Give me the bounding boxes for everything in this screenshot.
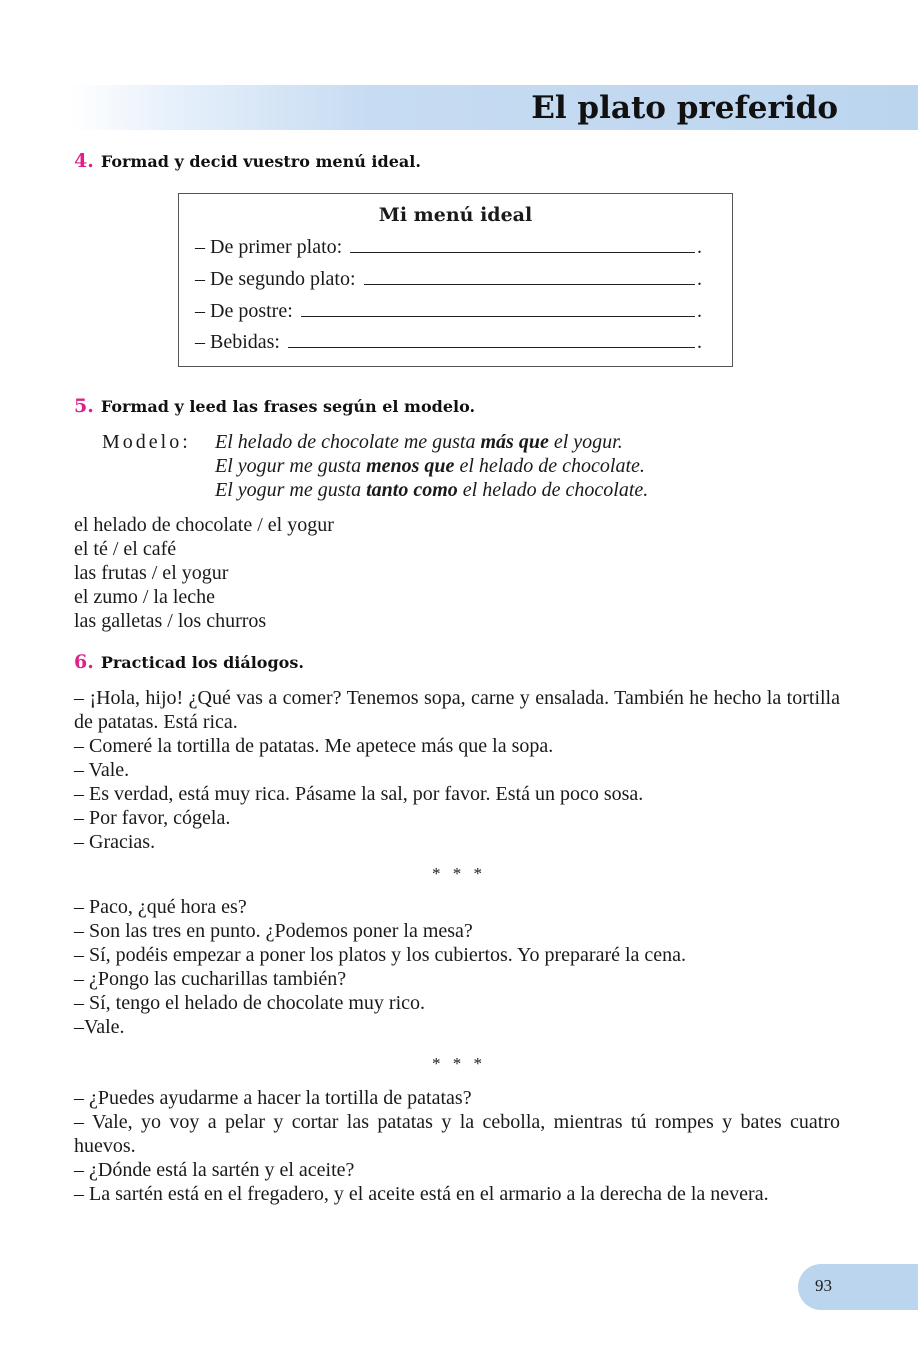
model-sentence xyxy=(215,454,815,478)
dialogue-line: – Vale. xyxy=(74,759,130,781)
exercise-instruction: Formad y leed las frases según el modelo. xyxy=(100,397,476,416)
menu-line-label: – De postre: xyxy=(195,300,293,322)
exercise-number: 5. xyxy=(74,395,94,417)
comparative-phrase: más que xyxy=(480,431,549,453)
fill-blank[interactable] xyxy=(288,329,695,348)
dialogue-line: – ¡Hola, hijo! ¿Qué vas a comer? Tenemos sopa, carne y ensalada. También he hecho la tortilla de patatas. Está rica. xyxy=(74,687,840,733)
dialogue-line: – Son las tres en punto. ¿Podemos poner la mesa? xyxy=(74,920,473,942)
sentence-text: el helado de chocolate. xyxy=(457,479,649,501)
menu-title: Mi menú ideal xyxy=(378,204,533,226)
menu-line-label: – Bebidas: xyxy=(195,331,280,353)
sentence-text: el yogur. xyxy=(548,431,623,453)
page-number: 93 xyxy=(815,1276,832,1295)
dialogue-line: – Gracias. xyxy=(74,831,156,853)
pair-item: el helado de chocolate / el yogur xyxy=(74,514,334,536)
exercise-instruction: Practicad los diálogos. xyxy=(100,653,304,672)
menu-line-second-course: – De segundo plato: . xyxy=(195,268,702,290)
menu-line-first-course: – De primer plato: . xyxy=(195,236,702,258)
dialogue-line: – Comeré la tortilla de patatas. Me apetece más que la sopa. xyxy=(74,735,554,757)
dialogue-3 xyxy=(74,1086,840,1206)
sentence-text: El yogur me gusta xyxy=(215,479,367,501)
exercise-6-heading xyxy=(74,651,304,673)
model-sentence xyxy=(215,478,815,502)
exercise-4-heading xyxy=(74,150,421,172)
sentence-text: El helado de chocolate me gusta xyxy=(215,431,481,453)
pair-item: las frutas / el yogur xyxy=(74,562,229,584)
dialogue-line: – Por favor, cógela. xyxy=(74,807,231,829)
page-title: El plato preferido xyxy=(531,90,838,126)
sentence-text: El yogur me gusta xyxy=(215,455,367,477)
menu-line-label: – De primer plato: xyxy=(195,236,343,258)
exercise-number: 4. xyxy=(74,150,94,172)
menu-line-label: – De segundo plato: xyxy=(195,268,356,290)
fill-blank[interactable] xyxy=(364,266,695,285)
pair-item: el zumo / la leche xyxy=(74,586,216,608)
dialogue-line: – Sí, tengo el helado de chocolate muy rico. xyxy=(74,992,426,1014)
dialogue-line: –Vale. xyxy=(74,1016,125,1038)
dialogue-separator: * * * xyxy=(432,1054,486,1073)
dialogue-line: – ¿Pongo las cucharillas también? xyxy=(74,968,347,990)
dialogue-separator: * * * xyxy=(432,864,486,883)
exercise-5-heading xyxy=(74,395,475,417)
pair-item: las galletas / los churros xyxy=(74,610,267,632)
comparison-pairs xyxy=(74,513,840,633)
menu-line-drinks: – Bebidas: . xyxy=(195,331,702,353)
dialogue-line: – Paco, ¿qué hora es? xyxy=(74,896,247,918)
dialogue-2 xyxy=(74,895,840,1039)
model-label: Modelo: xyxy=(102,431,191,453)
comparative-phrase: tanto como xyxy=(366,479,458,501)
dialogue-line: – ¿Puedes ayudarme a hacer la tortilla de patatas? xyxy=(74,1087,472,1109)
dialogue-line: – ¿Dónde está la sartén y el aceite? xyxy=(74,1159,355,1181)
dialogue-line: – La sartén está en el fregadero, y el aceite está en el armario a la derecha de la nevera. xyxy=(74,1183,769,1205)
menu-box xyxy=(178,193,733,367)
model-sentence xyxy=(215,430,815,454)
model-sentences xyxy=(215,430,815,502)
pair-item: el té / el café xyxy=(74,538,177,560)
fill-blank[interactable] xyxy=(301,298,695,317)
sentence-text: el helado de chocolate. xyxy=(454,455,645,477)
menu-line-dessert: – De postre: . xyxy=(195,300,702,322)
dialogue-line: – Sí, podéis empezar a poner los platos y los cubiertos. Yo prepararé la cena. xyxy=(74,944,687,966)
fill-blank[interactable] xyxy=(350,234,695,253)
exercise-number: 6. xyxy=(74,651,94,673)
comparative-phrase: menos que xyxy=(366,455,455,477)
dialogue-1 xyxy=(74,686,840,854)
dialogue-line: – Vale, yo voy a pelar y cortar las patatas y la cebolla, mientras tú rompes y bates cuatro huevos. xyxy=(74,1111,840,1157)
exercise-instruction: Formad y decid vuestro menú ideal. xyxy=(100,152,421,171)
dialogue-line: – Es verdad, está muy rica. Pásame la sal, por favor. Está un poco sosa. xyxy=(74,783,644,805)
